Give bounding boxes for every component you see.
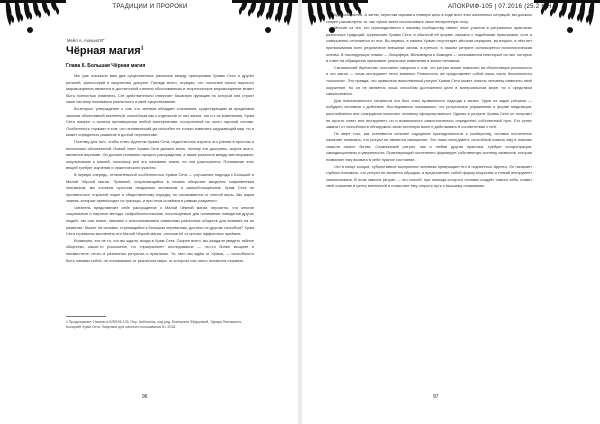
left-paragraph: Во-вторых, утверждение о том, что человек обладает сознанием, существующим за пределами законов объективной вселенной, способным как к отдельной от них жизни, так и к их изменению, Храм Сета говорит о полном противоречии любой альтернативе, построенной на чисто научной основе. Особенность «храма» в том, что человеческий ум способен не только изменять окружающий мир, но и может определять развитие в долгой перспективе. <box>66 105 254 138</box>
right-paragraph: приписываются. А затем, перестав скрывать главную цель в ходе всех этих жизненных ситуаций, вы должны скорее рассмотреть то, как лучше всего использовать свою неизученную силу. <box>326 12 532 24</box>
right-paragraph: Что в конце концов, субъективное восприятие человека превращает его в подлинного Адепта. Он начинает глубоко понимать, что ритуал не является обрядом, а представляет собой форму искусства и тонкий инструмент самопознания. В этом смысле ритуал — это способ, при помощи которого человек создаёт самого себя, ставит своё сознание в центр вселенной и позволяет ему открыть путь к высшему пониманию. <box>326 163 532 189</box>
left-paragraph: Поэтому для того, чтобы стать Адептом Храма Сета, недостаточно изучить его учения в простом и нескольких обозначений. Новый член Храма Сета должен знать, почему эти доктрины, скорее всего, являются верными. Он должен понимать процесс рассуждения, а также различия между мистицизмом, оккультизмом и магией, поскольку всё это называют иначе, но они различаются. Понимание этих вещей требует изучения и практического участия. <box>66 138 254 171</box>
page-number-right: 97 <box>433 394 439 400</box>
flourish-ornament <box>232 0 298 33</box>
book-spine <box>297 0 303 424</box>
left-body-text <box>66 73 254 311</box>
chapter-heading: Глава 6. Большая Чёрная магия <box>66 63 146 69</box>
page-number-left: 96 <box>142 394 148 400</box>
right-page <box>300 0 600 424</box>
left-paragraph: Возможно, это не то, что вы ждали, входя в Храм Сета. Скорее всего, вы ожидали увидеть тайное общество, какое-то роскошное, но «призрачное» исследование — что-то более мощное и неизвестное, нечто в различных ритуалах и практиках. То, чего мы ждём от Храма, — способность быть самими собой, не отказываясь от реального мира, от которого нас часто пытаются оторвать. <box>66 237 254 263</box>
left-paragraph: В первую очередь, отличительной особенностью Храма Сета — улучшение подхода к Большой и Малой Чёрной магии. Прежний, сохраняющийся в нашем обществе вводится современным человеком, мы считаем простым пещерным человеком и самообольщением. Храм Сета не противостоит открытой науке и общественному порядку, но отказывается от слепой веры. Мы ищем знания, которые превосходят их границы, и при этом остаёмся в рамках разумного. <box>66 171 254 204</box>
title-footnote-mark: 1 <box>140 45 144 52</box>
running-head-right: АПОКРИФ-105 | 07.2016 (25.2 К.Н.) <box>448 4 556 10</box>
right-paragraph: Сатанинский Жречество постоянно говорило о том, что ритуал может повлиять на объективную реальность и что магия — лишь инструмент этого влияния. Реальность же представляет собой лишь часть бесконечного «космоса». Это правда, что правильно выполненный ритуал Храма Сета может помочь человеку изменить своё окружение, но он не является лишь способом достижения цели в материальном мире, но и средством самопознания. <box>326 64 532 97</box>
right-body-text <box>326 12 532 368</box>
right-paragraph: Для новоначального сатаниста это был опыт правильного подхода к жизни. Одна из задач ритуала — побудить человека к действию. Исследования показывают, что ритуальные упражнения в форме медитации, расслабления или созерцания помогают человеку сфокусироваться. Однако в ритуале Храма Сета он получает не просто совет или инструмент, но и возможность самостоятельно определить собственный путь. Его успех зависит от способности обнаружить свою истинную волю и действовать в соответствии с ней. <box>326 97 532 130</box>
running-head-left: ТРАДИЦИИ И ПРОРОКИ <box>112 4 188 10</box>
article-title <box>66 45 143 57</box>
flourish-ornament <box>0 0 66 33</box>
left-paragraph: Читатель представляет себе рассуждение о Малой Чёрной магии, вероятно, что многие социальные и научные методы, нейробиологические, используемые для понимания поведения других людей, так или иначе, связаны с использованием символики различных обществ для влияния на их развитие. Может ли человек, стремящийся к большим переменам, достичь их другим способом? Храм Сета стремится вычленить его Малой Чёрной магии, отличая её от прочих эффектных приёмов. <box>66 204 254 237</box>
right-paragraph: По мере того, как становится сильнее ощущение принадлежности к сообществу, человек постепенно начинает понимать, что ритуал не является самоцелью. Это лишь инструмент, способный помочь ему в поисках смысла своего бытия. Сатанинский ритуал, как и любая другая практика, требует концентрации, самодисциплины и уверенности. Практикующий постепенно формирует собственную систему символов, которая позволяет ему вызвать в себе нужное состояние. <box>326 130 532 163</box>
title-text: Чёрная магия <box>66 45 141 57</box>
right-paragraph: Многие из тех, кто присоединяется к нашему сообществу, имеют опыт участия в ритуальных практиках различных традиций. Церемония Храма Сета, в обычной её форме, связана с подобными практиками, хотя и совершенно отличается от них. Во-первых, в нашем Храме отсутствует жёсткая иерархия, во-вторых, в нём нет приписывания всех результатов внешним силам, в-третьих, в нашем ритуале используется психологическая основа. В последующих главах — Люцифера, Вельзевула и Азмодея — описываются некоторые из них, которые в ответ на обращения призывают реальные изменения в жизни человека. <box>326 25 532 64</box>
footnote-rule <box>66 316 106 317</box>
left-paragraph: Мы уже показали вам два существенных различия между принципами Храма Сета и других религий, философий и оккультных доктрин. Прежде всего, отрицая, что логичный посыл научного мировоззрения является в достаточной степени обоснованным и теоретическое мировоззрение может быть полностью изменено, Сет действительно отвергает базисную функцию по которой они строят свою систему понимания реальности и своё существование. <box>66 73 254 105</box>
article-author: Мейл А. Ахешно'И" <box>67 38 105 43</box>
footnote: 1 Продолжение. Начало в АПРИФ-103. Пер. Anthemios, под ред. Екатерина Фёдоровой, Эдгара Пановского. Копирайт Храм Сета. Лицензия для частного пользования Ю. 2016. <box>66 320 243 329</box>
